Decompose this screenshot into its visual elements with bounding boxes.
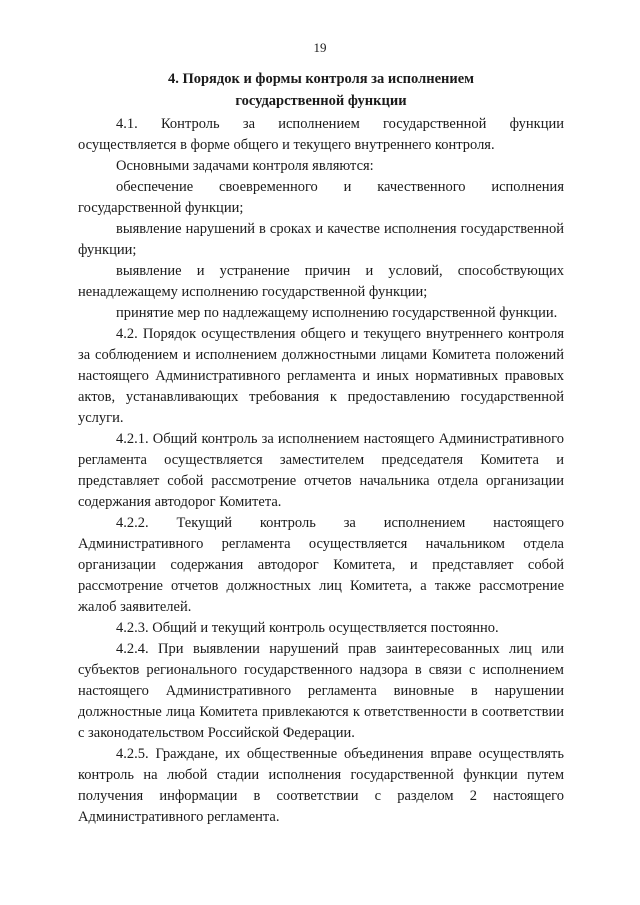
- document-body: [78, 114, 564, 828]
- paragraph-4-2-1: 4.2.1. Общий контроль за исполнением настоящего Административного регламента осуществляется заместителем председателя Комитета и представляет собой рассмотрение отчетов начальника отдела организации содержания автодорог Комитета.: [78, 431, 564, 510]
- paragraph-task-eliminate-causes: выявление и устранение причин и условий, способствующих ненадлежащему исполнению государственной функции;: [78, 263, 564, 300]
- paragraph-4-2-3: 4.2.3. Общий и текущий контроль осуществляется постоянно.: [116, 620, 499, 636]
- paragraph-task-take-measures: принятие мер по надлежащему исполнению государственной функции.: [116, 305, 558, 321]
- section-heading-line-2: государственной функции: [235, 93, 407, 109]
- paragraph-task-timely-execution: обеспечение своевременного и качественного исполнения государственной функции;: [78, 179, 564, 216]
- paragraph-4-2-5: 4.2.5. Граждане, их общественные объединения вправе осуществлять контроль на любой стадии исполнения государственной функции путем получения информации в соответствии с разделом 2 настоящего Административного регламента.: [78, 746, 564, 825]
- paragraph-4-2: 4.2. Порядок осуществления общего и текущего внутреннего контроля за соблюдением и исполнением должностными лицами Комитета положений настоящего Административного регламента и иных нормативных правовых актов, устанавливающих требования к предоставлению государственной услуги.: [78, 326, 564, 426]
- section-heading: [78, 68, 564, 112]
- paragraph-task-detect-violations: выявление нарушений в сроках и качестве исполнения государственной функции;: [78, 221, 564, 258]
- paragraph-4-1: 4.1. Контроль за исполнением государственной функции осуществляется в форме общего и текущего внутреннего контроля.: [78, 116, 564, 153]
- page-number: 19: [313, 40, 327, 55]
- paragraph-4-2-4: 4.2.4. При выявлении нарушений прав заинтересованных лиц или субъектов регионального государственного надзора в связи с исполнением настоящего Административного регламента виновные в нарушении должностные лица Комитета привлекаются к ответственности в соответствии с законодательством Российской Федерации.: [78, 641, 564, 741]
- paragraph-control-tasks-intro: Основными задачами контроля являются:: [116, 158, 374, 174]
- paragraph-4-2-2: 4.2.2. Текущий контроль за исполнением настоящего Административного регламента осуществляется начальником отдела организации содержания автодорог Комитета, и представляет собой рассмотрение отчетов должностных лиц Комитета, а также рассмотрение жалоб заявителей.: [78, 515, 564, 615]
- section-heading-line-1: 4. Порядок и формы контроля за исполнением: [167, 71, 475, 87]
